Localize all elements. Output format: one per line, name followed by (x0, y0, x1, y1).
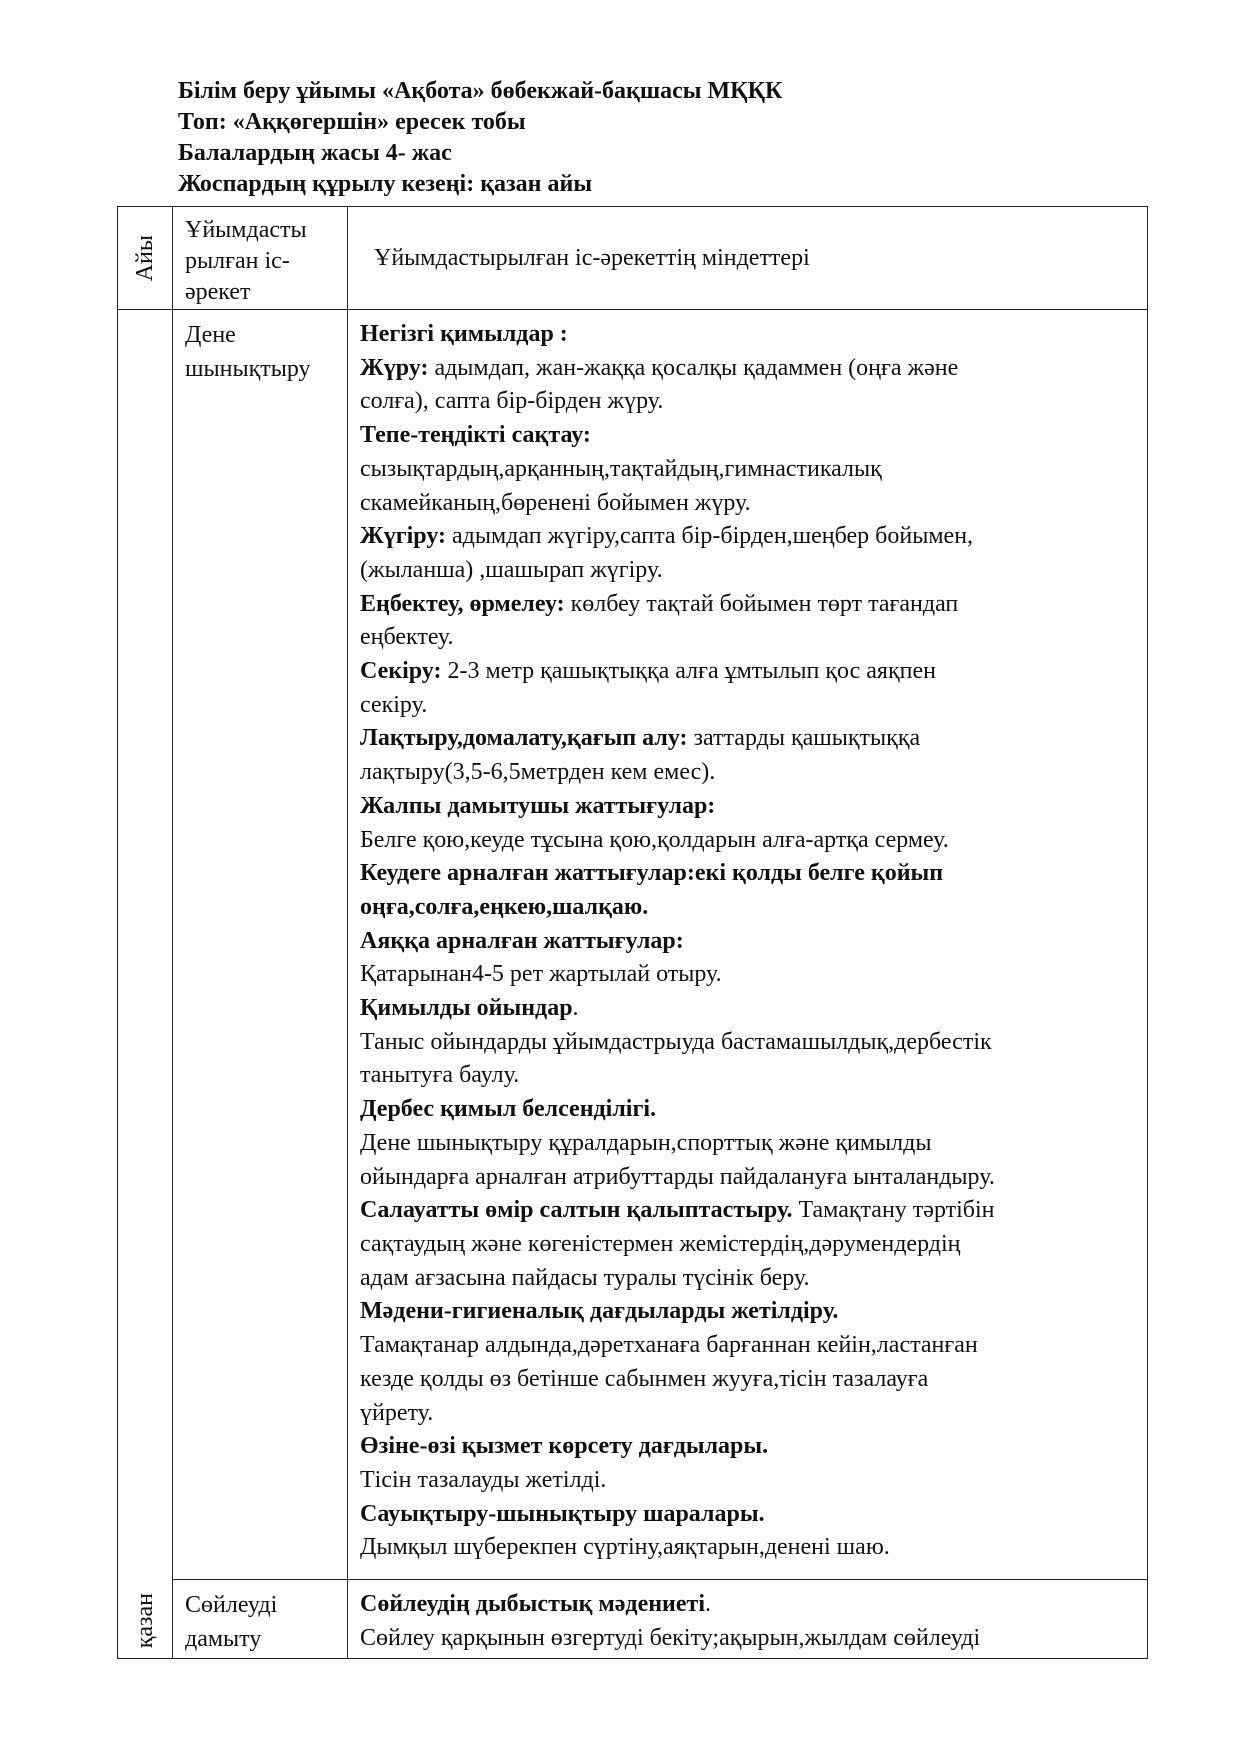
month-label: қазан (132, 1592, 158, 1648)
task-heading: Кеудеге арналған жаттығулар:екі қолды белге қойып (360, 860, 944, 887)
task-heading: Негізгі қимылдар : (360, 321, 568, 347)
task-line: Қатарынан4-5 рет жартылай отыру. (360, 961, 722, 988)
task-line: танытуға баулу. (360, 1062, 520, 1089)
task-line: лақтыру(3,5-6,5метрден кем емес). (360, 759, 716, 786)
table-row (118, 310, 1148, 1580)
task-line: Белге қою,кеуде тұсына қою,қолдарын алға-артқа сермеу. (360, 826, 949, 853)
task-line: Сөйлеу қарқынын өзгертуді бекіту;ақырын,жылдам сөйлеуді (360, 1624, 981, 1651)
activity-name-line: шынықтыру (185, 356, 311, 382)
task-line: Сөйлеудің дыбыстық мәдениеті. (360, 1591, 711, 1617)
plan-table (117, 206, 1148, 1659)
task-line: Дене шынықтыру құралдарын,спорттық және қимылды (360, 1129, 932, 1156)
activity-name-line: Дене (185, 322, 236, 348)
task-line: үйрету. (360, 1399, 434, 1426)
table-header-row (118, 207, 1148, 310)
task-line: сақтаудың және көгеністермен жемістердің,дәрумендердің (360, 1230, 961, 1257)
tasks-cell (348, 1580, 1148, 1659)
tasks-cell (348, 310, 1148, 1580)
activity-name-line: дамыту (185, 1626, 262, 1652)
period-line: Жоспардың құрылу кезеңі: қазан айы (178, 171, 593, 197)
header-tasks-cell (348, 207, 1148, 310)
task-heading: Мәдени-гигиеналық дағдыларды жетілдіру. (360, 1298, 839, 1325)
header-activity-line: әрекет (185, 279, 251, 305)
header-month-cell (118, 207, 173, 310)
month-cell (118, 310, 173, 1659)
task-heading: Аяққа арналған жаттығулар: (360, 927, 684, 954)
task-line: сызықтардың,арқанның,тақтайдың,гимнастикалық (360, 455, 882, 482)
task-line: Таныс ойындарды ұйымдастрыуда бастамашылдық,дербестік (360, 1028, 992, 1055)
task-line: Секіру: 2-3 метр қашықтыққа алға ұмтылып қос аяқпен (360, 658, 936, 685)
task-line: секіру. (360, 691, 428, 718)
task-heading: Тепе-теңдікті сақтау: (360, 422, 591, 449)
header-activity-line: рылған іс- (185, 248, 290, 274)
activity-name-line: Сөйлеуді (185, 1592, 278, 1618)
task-line: скамейканың,бөренені бойымен жүру. (360, 489, 751, 516)
task-line: Жүру: адымдап, жан-жаққа қосалқы қадаммен (оңға және (360, 354, 959, 381)
organization-line: Білім беру ұйымы «Ақбота» бөбекжай-бақшасы МҚҚК (178, 78, 783, 104)
task-heading: Дербес қимыл белсенділігі. (360, 1096, 657, 1123)
task-line: Салауатты өмір салтын қалыптастыру. Тамақтану тәртібін (360, 1197, 995, 1224)
header-activity-line: Ұйымдасты (185, 217, 307, 243)
task-line: солға), сапта бір-бірден жүру. (360, 388, 664, 415)
header-activity-cell (173, 207, 348, 310)
task-line: Қимылды ойындар. (360, 995, 579, 1022)
task-line: Тісін тазалауды жетілді. (360, 1466, 607, 1493)
activity-cell (173, 310, 348, 1580)
header-tasks-label: Ұйымдастырылған іс-әрекеттің міндеттері (374, 244, 810, 271)
document-header (178, 76, 782, 200)
task-line: Жүгіру: адымдап жүгіру,сапта бір-бірден,шеңбер бойымен, (360, 523, 974, 550)
task-line: кезде қолды өз бетінше сабынмен жууға,тісін тазалауға (360, 1365, 929, 1392)
task-heading: Өзіне-өзі қызмет көрсету дағдылары. (360, 1433, 769, 1460)
task-line: (жыланша) ,шашырап жүгіру. (360, 556, 663, 583)
header-month-label: Айы (132, 234, 158, 282)
group-line: Топ: «Аққөгершін» ересек тобы (178, 109, 526, 135)
task-heading: Сауықтыру-шынықтыру шаралары. (360, 1500, 765, 1527)
activity-cell (173, 1580, 348, 1659)
task-heading: оңға,солға,еңкею,шалқаю. (360, 893, 649, 920)
task-line: Дымқыл шүберекпен сүртіну,аяқтарын,денені шаю. (360, 1534, 890, 1561)
age-line: Балалардың жасы 4- жас (178, 140, 452, 166)
table-row (118, 1580, 1148, 1659)
task-line: еңбектеу. (360, 624, 454, 651)
task-line: адам ағзасына пайдасы туралы түсінік беру. (360, 1264, 810, 1291)
task-heading: Жалпы дамытушы жаттығулар: (360, 792, 716, 819)
task-line: Еңбектеу, өрмелеу: көлбеу тақтай бойымен төрт тағандап (360, 590, 959, 617)
task-line: ойындарға арналған атрибуттарды пайдалануға ынталандыру. (360, 1163, 995, 1190)
task-line: Тамақтанар алдында,дәретханаға барғаннан кейін,ластанған (360, 1332, 978, 1359)
task-line: Лақтыру,домалату,қағып алу: заттарды қашықтыққа (360, 725, 921, 752)
